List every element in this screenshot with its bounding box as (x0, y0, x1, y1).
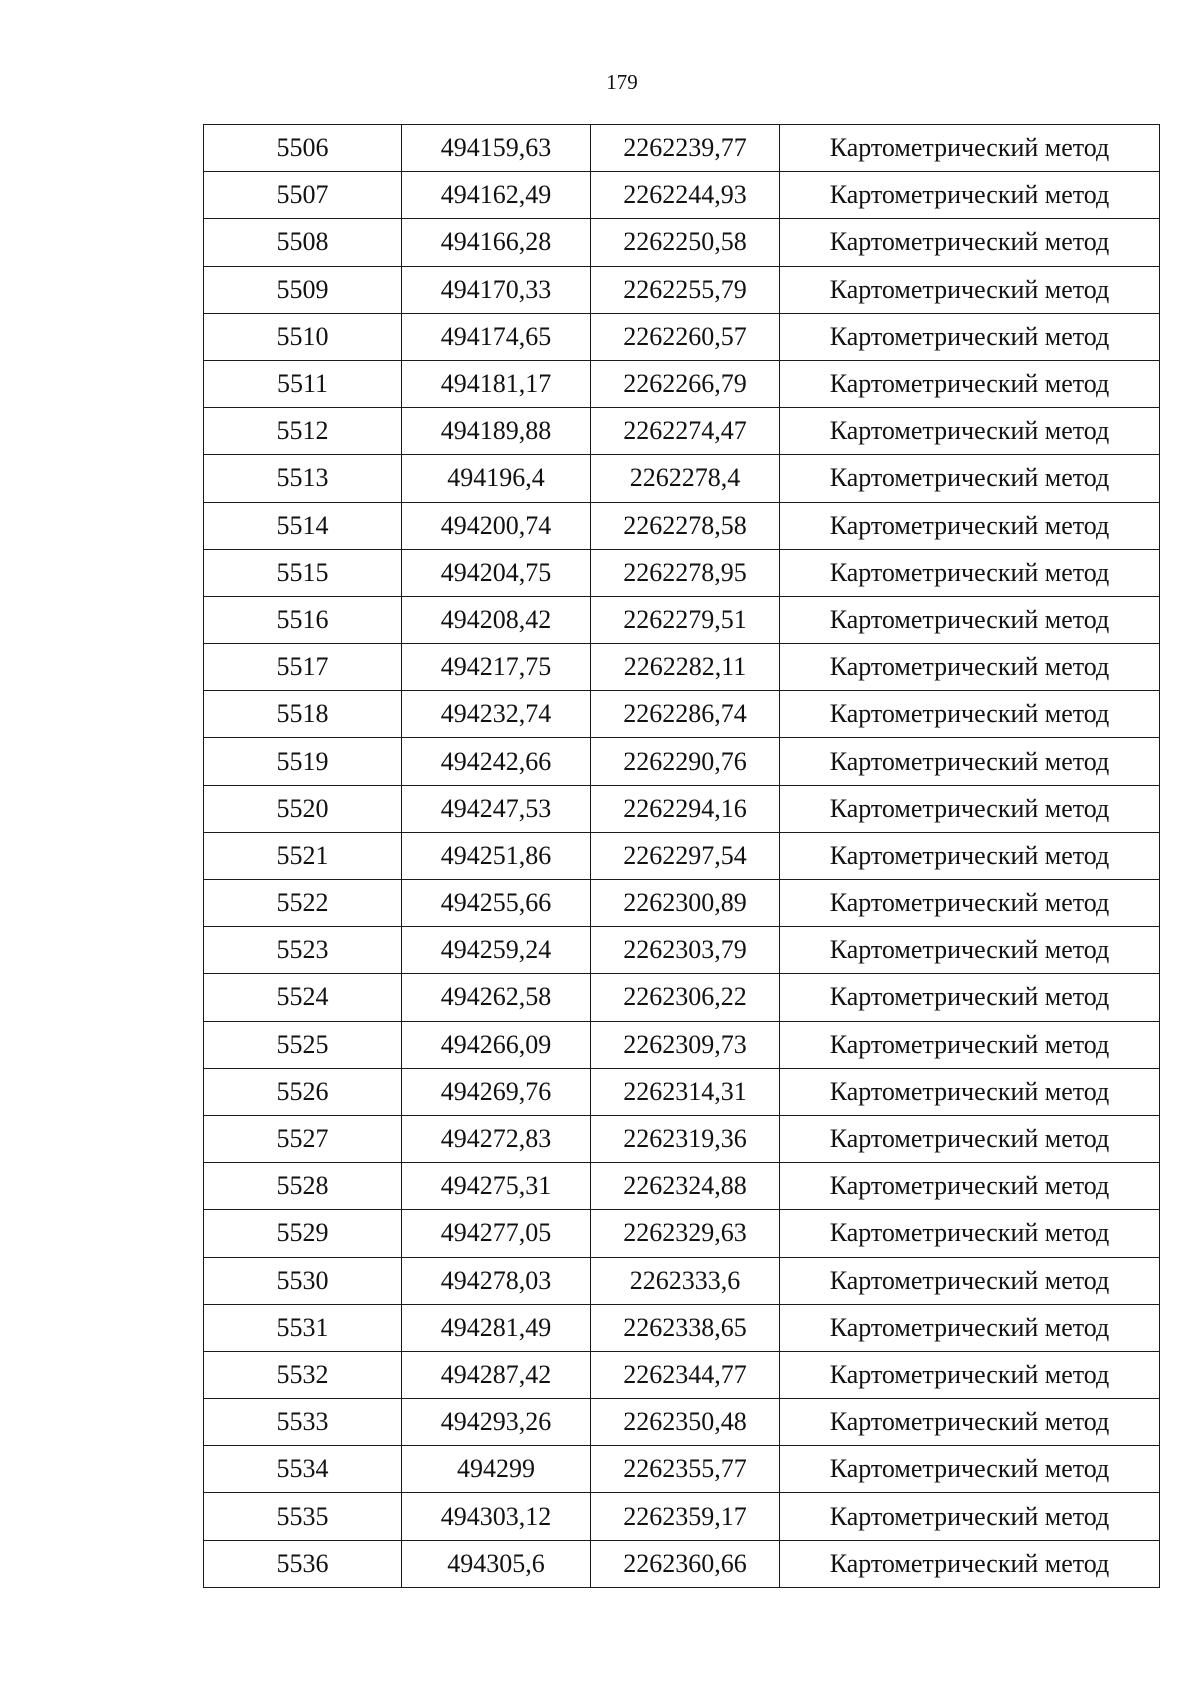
table-row (204, 125, 1160, 172)
method-cell: Картометрический метод (780, 738, 1160, 785)
x-coordinate-cell: 494242,66 (402, 738, 591, 785)
x-coordinate-cell: 494162,49 (402, 172, 591, 219)
x-coordinate-cell: 494232,74 (402, 691, 591, 738)
table-row (204, 927, 1160, 974)
y-coordinate-cell: 2262286,74 (591, 691, 780, 738)
y-coordinate-cell: 2262260,57 (591, 313, 780, 360)
method-cell: Картометрический метод (780, 360, 1160, 407)
table-row (204, 691, 1160, 738)
y-coordinate-cell: 2262300,89 (591, 880, 780, 927)
x-coordinate-cell: 494208,42 (402, 596, 591, 643)
page-number: 179 (606, 70, 638, 94)
table-row (204, 455, 1160, 502)
y-coordinate-cell: 2262244,93 (591, 172, 780, 219)
x-coordinate-cell: 494305,6 (402, 1540, 591, 1587)
method-cell: Картометрический метод (780, 1163, 1160, 1210)
y-coordinate-cell: 2262297,54 (591, 832, 780, 879)
x-coordinate-cell: 494196,4 (402, 455, 591, 502)
table-row (204, 1446, 1160, 1493)
point-number-cell: 5513 (204, 455, 402, 502)
x-coordinate-cell: 494269,76 (402, 1068, 591, 1115)
point-number-cell: 5532 (204, 1351, 402, 1398)
table-row (204, 502, 1160, 549)
method-cell: Картометрический метод (780, 1210, 1160, 1257)
table-row (204, 974, 1160, 1021)
point-number-cell: 5511 (204, 360, 402, 407)
point-number-cell: 5535 (204, 1493, 402, 1540)
table-row (204, 785, 1160, 832)
x-coordinate-cell: 494251,86 (402, 832, 591, 879)
x-coordinate-cell: 494181,17 (402, 360, 591, 407)
x-coordinate-cell: 494272,83 (402, 1115, 591, 1162)
table-row (204, 219, 1160, 266)
table-row (204, 360, 1160, 407)
table-row (204, 408, 1160, 455)
y-coordinate-cell: 2262294,16 (591, 785, 780, 832)
point-number-cell: 5507 (204, 172, 402, 219)
point-number-cell: 5512 (204, 408, 402, 455)
y-coordinate-cell: 2262355,77 (591, 1446, 780, 1493)
y-coordinate-cell: 2262350,48 (591, 1399, 780, 1446)
point-number-cell: 5533 (204, 1399, 402, 1446)
point-number-cell: 5506 (204, 125, 402, 172)
x-coordinate-cell: 494299 (402, 1446, 591, 1493)
method-cell: Картометрический метод (780, 502, 1160, 549)
table-row (204, 313, 1160, 360)
coordinates-table (203, 124, 1160, 1588)
method-cell: Картометрический метод (780, 549, 1160, 596)
point-number-cell: 5531 (204, 1304, 402, 1351)
method-cell: Картометрический метод (780, 1021, 1160, 1068)
method-cell: Картометрический метод (780, 832, 1160, 879)
table-row (204, 1068, 1160, 1115)
method-cell: Картометрический метод (780, 1399, 1160, 1446)
x-coordinate-cell: 494303,12 (402, 1493, 591, 1540)
table-row (204, 596, 1160, 643)
table-row (204, 832, 1160, 879)
y-coordinate-cell: 2262278,4 (591, 455, 780, 502)
x-coordinate-cell: 494189,88 (402, 408, 591, 455)
x-coordinate-cell: 494217,75 (402, 644, 591, 691)
method-cell: Картометрический метод (780, 455, 1160, 502)
method-cell: Картометрический метод (780, 785, 1160, 832)
point-number-cell: 5517 (204, 644, 402, 691)
y-coordinate-cell: 2262359,17 (591, 1493, 780, 1540)
x-coordinate-cell: 494278,03 (402, 1257, 591, 1304)
table-row (204, 880, 1160, 927)
y-coordinate-cell: 2262282,11 (591, 644, 780, 691)
x-coordinate-cell: 494287,42 (402, 1351, 591, 1398)
method-cell: Картометрический метод (780, 313, 1160, 360)
x-coordinate-cell: 494259,24 (402, 927, 591, 974)
table-row (204, 549, 1160, 596)
point-number-cell: 5524 (204, 974, 402, 1021)
table-row (204, 1257, 1160, 1304)
y-coordinate-cell: 2262314,31 (591, 1068, 780, 1115)
x-coordinate-cell: 494281,49 (402, 1304, 591, 1351)
point-number-cell: 5525 (204, 1021, 402, 1068)
x-coordinate-cell: 494247,53 (402, 785, 591, 832)
method-cell: Картометрический метод (780, 1540, 1160, 1587)
point-number-cell: 5509 (204, 266, 402, 313)
point-number-cell: 5534 (204, 1446, 402, 1493)
x-coordinate-cell: 494166,28 (402, 219, 591, 266)
method-cell: Картометрический метод (780, 1115, 1160, 1162)
point-number-cell: 5528 (204, 1163, 402, 1210)
x-coordinate-cell: 494204,75 (402, 549, 591, 596)
y-coordinate-cell: 2262278,95 (591, 549, 780, 596)
y-coordinate-cell: 2262338,65 (591, 1304, 780, 1351)
point-number-cell: 5529 (204, 1210, 402, 1257)
x-coordinate-cell: 494277,05 (402, 1210, 591, 1257)
point-number-cell: 5518 (204, 691, 402, 738)
point-number-cell: 5521 (204, 832, 402, 879)
point-number-cell: 5523 (204, 927, 402, 974)
x-coordinate-cell: 494200,74 (402, 502, 591, 549)
y-coordinate-cell: 2262274,47 (591, 408, 780, 455)
y-coordinate-cell: 2262333,6 (591, 1257, 780, 1304)
x-coordinate-cell: 494262,58 (402, 974, 591, 1021)
method-cell: Картометрический метод (780, 125, 1160, 172)
y-coordinate-cell: 2262255,79 (591, 266, 780, 313)
point-number-cell: 5510 (204, 313, 402, 360)
y-coordinate-cell: 2262250,58 (591, 219, 780, 266)
point-number-cell: 5520 (204, 785, 402, 832)
method-cell: Картометрический метод (780, 644, 1160, 691)
point-number-cell: 5519 (204, 738, 402, 785)
table-row (204, 1210, 1160, 1257)
table-row (204, 1399, 1160, 1446)
method-cell: Картометрический метод (780, 1351, 1160, 1398)
y-coordinate-cell: 2262329,63 (591, 1210, 780, 1257)
table-row (204, 1115, 1160, 1162)
table-row (204, 266, 1160, 313)
method-cell: Картометрический метод (780, 172, 1160, 219)
method-cell: Картометрический метод (780, 219, 1160, 266)
y-coordinate-cell: 2262303,79 (591, 927, 780, 974)
point-number-cell: 5526 (204, 1068, 402, 1115)
method-cell: Картометрический метод (780, 266, 1160, 313)
method-cell: Картометрический метод (780, 1257, 1160, 1304)
point-number-cell: 5515 (204, 549, 402, 596)
method-cell: Картометрический метод (780, 408, 1160, 455)
y-coordinate-cell: 2262239,77 (591, 125, 780, 172)
table-row (204, 1351, 1160, 1398)
table-body (204, 125, 1160, 1588)
method-cell: Картометрический метод (780, 1493, 1160, 1540)
table-row (204, 644, 1160, 691)
y-coordinate-cell: 2262290,76 (591, 738, 780, 785)
table-row (204, 1163, 1160, 1210)
x-coordinate-cell: 494255,66 (402, 880, 591, 927)
point-number-cell: 5522 (204, 880, 402, 927)
y-coordinate-cell: 2262360,66 (591, 1540, 780, 1587)
x-coordinate-cell: 494170,33 (402, 266, 591, 313)
method-cell: Картометрический метод (780, 1304, 1160, 1351)
point-number-cell: 5514 (204, 502, 402, 549)
table-row (204, 1493, 1160, 1540)
point-number-cell: 5527 (204, 1115, 402, 1162)
x-coordinate-cell: 494159,63 (402, 125, 591, 172)
method-cell: Картометрический метод (780, 691, 1160, 738)
x-coordinate-cell: 494174,65 (402, 313, 591, 360)
y-coordinate-cell: 2262324,88 (591, 1163, 780, 1210)
y-coordinate-cell: 2262306,22 (591, 974, 780, 1021)
x-coordinate-cell: 494293,26 (402, 1399, 591, 1446)
y-coordinate-cell: 2262309,73 (591, 1021, 780, 1068)
table-row (204, 1021, 1160, 1068)
point-number-cell: 5536 (204, 1540, 402, 1587)
table-row (204, 172, 1160, 219)
point-number-cell: 5508 (204, 219, 402, 266)
method-cell: Картометрический метод (780, 880, 1160, 927)
y-coordinate-cell: 2262344,77 (591, 1351, 780, 1398)
method-cell: Картометрический метод (780, 1446, 1160, 1493)
method-cell: Картометрический метод (780, 1068, 1160, 1115)
method-cell: Картометрический метод (780, 596, 1160, 643)
table-row (204, 1540, 1160, 1587)
y-coordinate-cell: 2262266,79 (591, 360, 780, 407)
point-number-cell: 5530 (204, 1257, 402, 1304)
x-coordinate-cell: 494266,09 (402, 1021, 591, 1068)
y-coordinate-cell: 2262279,51 (591, 596, 780, 643)
point-number-cell: 5516 (204, 596, 402, 643)
method-cell: Картометрический метод (780, 927, 1160, 974)
y-coordinate-cell: 2262278,58 (591, 502, 780, 549)
method-cell: Картометрический метод (780, 974, 1160, 1021)
y-coordinate-cell: 2262319,36 (591, 1115, 780, 1162)
x-coordinate-cell: 494275,31 (402, 1163, 591, 1210)
table-row (204, 1304, 1160, 1351)
table-row (204, 738, 1160, 785)
